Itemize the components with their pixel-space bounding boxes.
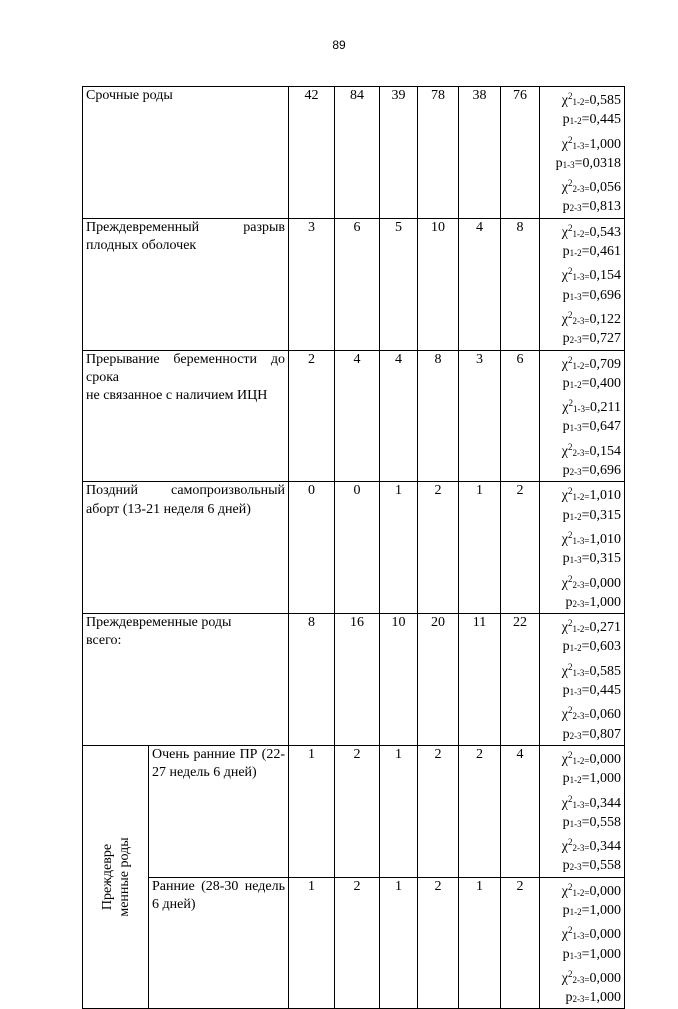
group-label-cell xyxy=(83,745,149,1009)
stat-symbol: χ xyxy=(561,356,568,372)
stat-sub: 2-3= xyxy=(572,994,590,1005)
stat-value: 0,000 xyxy=(589,575,622,591)
stat-value: 0,000 xyxy=(589,751,622,767)
stat-symbol: p xyxy=(565,594,573,610)
stat-sub: 2-3= xyxy=(572,184,590,195)
value-cell: 4 xyxy=(335,350,380,482)
stat-value: 0,543 xyxy=(589,224,622,240)
stat-sub: 2-3= xyxy=(572,579,590,590)
stats-cell xyxy=(540,482,625,614)
stat-sub: 1-2 xyxy=(569,116,582,127)
value-cell: 8 xyxy=(501,218,540,350)
value-cell: 11 xyxy=(459,614,501,746)
row-label xyxy=(149,745,289,877)
stat-value: =0,647 xyxy=(581,419,622,435)
stat-value: =0,0318 xyxy=(574,155,622,171)
stat-sup: 2 xyxy=(567,354,573,365)
stat-line xyxy=(543,902,621,921)
stat-sup: 2 xyxy=(567,134,573,145)
value-cell: 8 xyxy=(289,614,335,746)
stat-symbol: χ xyxy=(561,268,568,284)
stat-value: 0,585 xyxy=(589,663,622,679)
stat-value: 1,000 xyxy=(589,990,622,1006)
stat-sub: 1-2 xyxy=(569,511,582,522)
stat-sub: 1-2 xyxy=(569,775,582,786)
value-cell: 1 xyxy=(289,877,335,1009)
stat-line xyxy=(543,507,621,526)
stat-line xyxy=(543,418,621,437)
stat-symbol: χ xyxy=(561,970,568,986)
value-cell: 84 xyxy=(335,87,380,219)
stat-symbol: χ xyxy=(561,224,568,240)
stat-line xyxy=(543,87,621,111)
value-cell: 2 xyxy=(459,745,501,877)
stat-symbol: p xyxy=(562,946,570,962)
value-cell: 1 xyxy=(380,877,418,1009)
stat-sup: 2 xyxy=(567,618,573,629)
stat-sub: 1-3 xyxy=(569,423,582,434)
stat-value: =0,445 xyxy=(581,112,622,128)
stat-line xyxy=(543,375,621,394)
stat-sub: 2-3= xyxy=(572,843,590,854)
stat-sub: 1-2= xyxy=(572,624,590,635)
stat-line xyxy=(543,946,621,965)
stat-value: 0,056 xyxy=(589,180,622,196)
stat-line xyxy=(543,243,621,262)
stat-sup: 2 xyxy=(567,881,573,892)
value-cell: 10 xyxy=(418,218,459,350)
stat-line xyxy=(543,262,621,286)
stat-value: =0,558 xyxy=(581,858,622,874)
stat-sup: 2 xyxy=(567,661,573,672)
stat-line xyxy=(543,658,621,682)
stat-symbol: χ xyxy=(561,927,568,943)
value-cell: 8 xyxy=(418,350,459,482)
stat-symbol: χ xyxy=(561,620,568,636)
stat-sup: 2 xyxy=(567,309,573,320)
stat-line xyxy=(543,921,621,945)
stat-value: 0,585 xyxy=(589,93,622,108)
stat-value: =1,000 xyxy=(581,946,622,962)
stat-value: 0,344 xyxy=(589,795,622,811)
stat-line xyxy=(543,833,621,857)
stat-line xyxy=(543,594,621,613)
stat-symbol: p xyxy=(562,287,570,303)
stats-cell xyxy=(540,614,625,746)
stat-sub: 1-3= xyxy=(572,272,590,283)
stat-line xyxy=(543,878,621,902)
stat-symbol: χ xyxy=(561,883,568,899)
stat-line xyxy=(543,814,621,833)
results-table xyxy=(82,86,625,1009)
stat-value: =1,000 xyxy=(581,771,622,787)
stat-value: 1,000 xyxy=(589,136,622,152)
stats-cell xyxy=(540,218,625,350)
value-cell: 0 xyxy=(289,482,335,614)
stat-value: =0,558 xyxy=(581,814,622,830)
group-label-line: менные роды xyxy=(116,837,132,917)
stat-line xyxy=(543,111,621,130)
value-cell: 38 xyxy=(459,87,501,219)
value-cell: 1 xyxy=(380,482,418,614)
stat-value: 1,010 xyxy=(589,488,622,504)
table-row xyxy=(83,482,625,614)
stat-symbol: χ xyxy=(561,488,568,504)
value-cell: 2 xyxy=(418,482,459,614)
stat-symbol: p xyxy=(562,639,570,655)
stat-symbol: χ xyxy=(561,180,568,196)
stat-value: =0,315 xyxy=(581,551,622,567)
stat-line xyxy=(543,394,621,418)
group-label xyxy=(99,838,133,917)
row-label-line: Поздний самопроизвольный аборт (13-21 неделя 6 дней) xyxy=(86,483,286,517)
stat-line xyxy=(543,857,621,876)
stat-symbol: χ xyxy=(561,443,568,459)
stat-sub: 1-2= xyxy=(572,360,590,371)
stat-symbol: p xyxy=(562,244,570,260)
stat-sub: 2-3= xyxy=(572,974,590,985)
value-cell: 39 xyxy=(380,87,418,219)
row-label xyxy=(83,87,289,219)
value-cell: 2 xyxy=(335,745,380,877)
stat-line xyxy=(543,570,621,594)
stat-line xyxy=(543,701,621,725)
stat-value: 0,154 xyxy=(589,443,622,459)
stat-line xyxy=(543,989,621,1008)
stat-sup: 2 xyxy=(567,486,573,497)
stat-sub: 1-3 xyxy=(569,555,582,566)
value-cell: 5 xyxy=(380,218,418,350)
stat-value: 0,271 xyxy=(589,620,622,636)
stat-sub: 2-3= xyxy=(572,711,590,722)
value-cell: 4 xyxy=(459,218,501,350)
stat-sub: 2-3= xyxy=(572,598,590,609)
stat-symbol: p xyxy=(562,683,570,699)
stat-symbol: p xyxy=(562,375,570,391)
stat-sub: 1-3= xyxy=(572,535,590,546)
stat-sub: 1-3= xyxy=(572,404,591,415)
row-label-line: всего: xyxy=(86,633,122,649)
stat-line xyxy=(543,790,621,814)
stat-sup: 2 xyxy=(567,705,573,716)
value-cell: 2 xyxy=(501,877,540,1009)
stat-sub: 1-3= xyxy=(572,667,590,678)
value-cell: 1 xyxy=(459,877,501,1009)
value-cell: 2 xyxy=(289,350,335,482)
table-row xyxy=(83,350,625,482)
row-label xyxy=(83,482,289,614)
row-label xyxy=(83,614,289,746)
value-cell: 0 xyxy=(335,482,380,614)
stat-line xyxy=(543,462,621,481)
stats-cell xyxy=(540,877,625,1009)
stat-sub: 1-2 xyxy=(569,906,582,917)
stat-symbol: p xyxy=(562,112,570,128)
value-cell: 78 xyxy=(418,87,459,219)
stat-value: 0,122 xyxy=(589,311,622,327)
value-cell: 22 xyxy=(501,614,540,746)
stat-line xyxy=(543,219,621,243)
stat-line xyxy=(543,131,621,155)
stat-symbol: p xyxy=(562,858,570,874)
stat-value: =0,461 xyxy=(581,244,622,260)
stat-symbol: χ xyxy=(561,93,568,108)
stat-sup: 2 xyxy=(567,749,573,760)
value-cell: 16 xyxy=(335,614,380,746)
stat-sup: 2 xyxy=(567,91,573,101)
stat-sub: 1-2= xyxy=(572,228,590,239)
row-label-line: Преждевременные роды xyxy=(86,615,232,631)
stat-sub: 2-3= xyxy=(572,447,590,458)
stat-line xyxy=(543,550,621,569)
stat-symbol: p xyxy=(562,814,570,830)
stat-line xyxy=(543,614,621,638)
stat-sup: 2 xyxy=(567,441,573,452)
stat-sup: 2 xyxy=(567,266,573,277)
value-cell: 76 xyxy=(501,87,540,219)
stat-line xyxy=(543,726,621,745)
row-label-line: Очень ранние ПР (22-27 недель 6 дней) xyxy=(152,746,286,781)
stat-symbol: p xyxy=(565,990,573,1006)
stat-line xyxy=(543,198,621,217)
stat-sup: 2 xyxy=(567,925,573,936)
stats-cell xyxy=(540,350,625,482)
stat-sup: 2 xyxy=(567,573,573,584)
stat-symbol: χ xyxy=(561,795,568,811)
stat-line xyxy=(543,438,621,462)
stat-sub: 1-3= xyxy=(572,140,590,151)
table-row xyxy=(83,218,625,350)
value-cell: 10 xyxy=(380,614,418,746)
table-row xyxy=(83,87,625,219)
stat-sup: 2 xyxy=(567,793,573,804)
stat-sub: 1-3 xyxy=(569,818,582,829)
stat-value: =0,445 xyxy=(581,683,622,699)
stat-symbol: χ xyxy=(562,400,569,416)
value-cell: 42 xyxy=(289,87,335,219)
stat-value: 0,154 xyxy=(589,268,622,284)
stat-value: 0,000 xyxy=(589,970,622,986)
row-label-line: Преждевременный разрыв плодных оболочек xyxy=(86,219,286,254)
stats-cell xyxy=(540,745,625,877)
stat-symbol: p xyxy=(562,463,570,479)
stat-value: 0,000 xyxy=(589,927,622,943)
value-cell: 1 xyxy=(459,482,501,614)
stat-symbol: χ xyxy=(561,751,568,767)
stat-sub: 1-2 xyxy=(569,379,582,390)
stat-symbol: χ xyxy=(561,311,568,327)
stat-line xyxy=(543,770,621,789)
value-cell: 6 xyxy=(501,350,540,482)
row-label-line: Прерывание беременности до срока xyxy=(86,351,286,385)
stat-symbol: p xyxy=(562,199,570,215)
stat-value: 0,709 xyxy=(589,356,622,372)
stat-sub: 2-3 xyxy=(569,335,582,346)
stat-sub: 1-3 xyxy=(569,291,582,302)
stat-sub: 1-2= xyxy=(572,97,590,107)
stat-symbol: χ xyxy=(561,575,568,591)
value-cell: 4 xyxy=(501,745,540,877)
value-cell: 3 xyxy=(289,218,335,350)
stat-sub: 1-2 xyxy=(569,643,582,654)
stats-cell xyxy=(540,87,625,219)
stat-value: =1,000 xyxy=(581,902,622,918)
stat-symbol: χ xyxy=(561,707,568,723)
row-label-line: Срочные роды xyxy=(86,88,173,103)
row-label-line: Ранние (28-30 недель 6 дней) xyxy=(152,878,286,912)
stat-sub: 1-2 xyxy=(569,248,582,259)
stat-symbol: χ xyxy=(561,136,568,152)
stat-value: =0,696 xyxy=(581,287,622,303)
stat-sub: 1-3= xyxy=(572,931,590,942)
stat-sub: 2-3= xyxy=(572,315,590,326)
stat-value: =0,315 xyxy=(581,507,622,523)
table-row xyxy=(83,745,625,877)
stat-sub: 1-3= xyxy=(572,799,590,810)
row-label xyxy=(149,877,289,1009)
stat-sup: 2 xyxy=(567,222,573,233)
value-cell: 2 xyxy=(418,877,459,1009)
row-label-line: не связанное с наличием ИЦН xyxy=(86,388,268,404)
stat-sub: 1-2= xyxy=(572,492,590,503)
page-number: 89 xyxy=(332,38,346,52)
stat-line xyxy=(543,682,621,701)
stat-line xyxy=(543,155,621,174)
value-cell: 2 xyxy=(335,877,380,1009)
stat-value: 0,211 xyxy=(590,400,622,416)
stat-line xyxy=(543,287,621,306)
value-cell: 20 xyxy=(418,614,459,746)
stat-line xyxy=(543,306,621,330)
stat-sup: 2 xyxy=(567,178,573,189)
table-body xyxy=(83,87,625,1009)
stat-symbol: χ xyxy=(561,663,568,679)
stat-sub: 2-3 xyxy=(569,730,582,741)
stat-value: =0,727 xyxy=(581,331,622,347)
stat-value: 0,060 xyxy=(589,707,622,723)
stat-sub: 1-2= xyxy=(572,887,590,898)
stat-sup: 2 xyxy=(568,398,573,409)
row-label xyxy=(83,218,289,350)
stat-line xyxy=(543,482,621,506)
stat-symbol: p xyxy=(562,902,570,918)
stat-symbol: p xyxy=(555,155,563,171)
stat-line xyxy=(543,351,621,375)
stat-value: =0,807 xyxy=(581,726,622,742)
value-cell: 2 xyxy=(501,482,540,614)
stat-sub: 2-3 xyxy=(569,203,582,214)
stat-symbol: p xyxy=(562,331,570,347)
value-cell: 4 xyxy=(380,350,418,482)
stat-line xyxy=(543,526,621,550)
stat-symbol: p xyxy=(562,771,570,787)
stat-value: 1,010 xyxy=(589,531,622,547)
value-cell: 6 xyxy=(335,218,380,350)
stat-symbol: p xyxy=(562,726,570,742)
stat-symbol: p xyxy=(562,507,570,523)
stat-value: 0,000 xyxy=(589,883,622,899)
stat-value: =0,696 xyxy=(581,463,622,479)
stat-sup: 2 xyxy=(567,529,573,540)
group-label-line: Преждевре xyxy=(99,844,115,911)
table-row xyxy=(83,877,625,1009)
stat-value: =0,400 xyxy=(581,375,622,391)
stat-value: =0,603 xyxy=(581,639,622,655)
stat-symbol: χ xyxy=(561,531,568,547)
value-cell: 1 xyxy=(289,745,335,877)
stat-line xyxy=(543,330,621,349)
stat-line xyxy=(543,638,621,657)
stat-symbol: p xyxy=(562,419,570,435)
value-cell: 1 xyxy=(380,745,418,877)
stat-sub: 1-3 xyxy=(569,687,582,698)
stat-symbol: χ xyxy=(561,839,568,855)
stat-sub: 1-3 xyxy=(569,950,582,961)
stat-value: 0,344 xyxy=(589,839,622,855)
stat-line xyxy=(543,746,621,770)
stat-line xyxy=(543,965,621,989)
table-row xyxy=(83,614,625,746)
stat-sup: 2 xyxy=(567,968,573,979)
value-cell: 3 xyxy=(459,350,501,482)
stat-sub: 2-3 xyxy=(569,467,582,478)
stat-sub: 2-3 xyxy=(569,862,582,873)
value-cell: 2 xyxy=(418,745,459,877)
stat-sub: 1-2= xyxy=(572,755,590,766)
stat-value: =0,813 xyxy=(581,199,622,215)
stat-symbol: p xyxy=(562,551,570,567)
stat-sub: 1-3 xyxy=(562,159,575,170)
stat-sup: 2 xyxy=(567,837,573,848)
stat-value: 1,000 xyxy=(589,594,622,610)
row-label xyxy=(83,350,289,482)
stat-line xyxy=(543,174,621,198)
